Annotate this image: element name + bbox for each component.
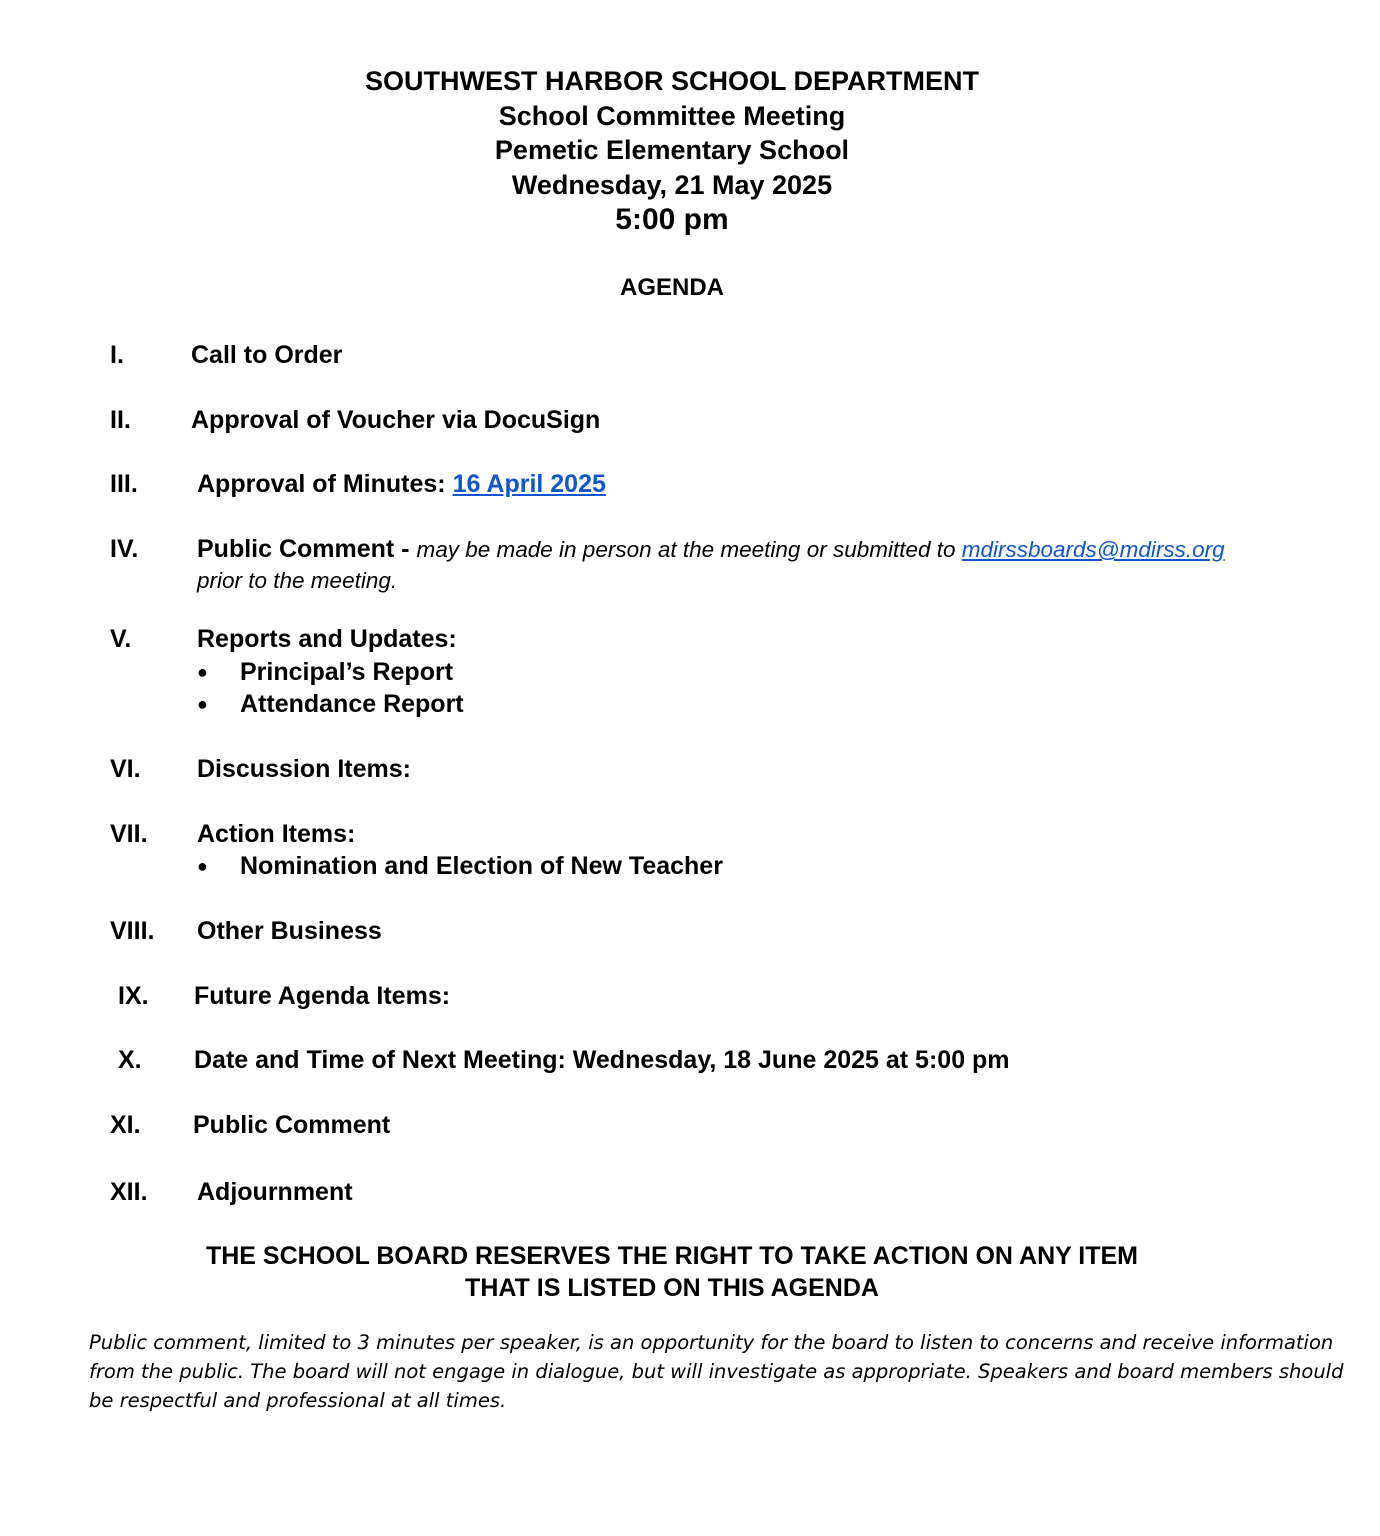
document-header (0, 64, 1344, 238)
bullet-icon: ● (197, 694, 208, 714)
email-link[interactable]: mdirssboards@mdirss.org (961, 537, 1225, 562)
notice-line: THAT IS LISTED ON THIS AGENDA (465, 1274, 879, 1302)
item-number: V. (110, 625, 132, 653)
public-comment-policy: Public comment, limited to 3 minutes per speaker, is an opportunity for the board to listen to concerns and receive information from the public. The board will not engage in dialogue, but will investigate as appropriate. Speakers and board members should be respectful and professional at all times. (89, 1331, 1344, 1412)
department-name: SOUTHWEST HARBOR SCHOOL DEPARTMENT (365, 66, 979, 96)
agenda-title: AGENDA (619, 274, 724, 301)
item-label: Date and Time of Next Meeting: Wednesday, 18 June 2025 at 5:00 pm (194, 1046, 1010, 1074)
bullet-text: Principal’s Report (240, 658, 454, 686)
item-number: I. (110, 341, 124, 369)
item-number: VIII. (110, 917, 155, 945)
item-label: Public Comment - (197, 535, 417, 563)
item-number: IX. (118, 982, 149, 1010)
item-number: XI. (110, 1111, 141, 1139)
item-label: Public Comment (193, 1111, 391, 1139)
meeting-location: Pemetic Elementary School (494, 135, 850, 165)
item-label: Adjournment (197, 1178, 353, 1206)
minutes-link[interactable]: 16 April 2025 (452, 470, 606, 498)
bullet-text: Nomination and Election of New Teacher (240, 852, 723, 880)
item-number: IV. (110, 535, 139, 563)
bullet-icon: ● (197, 662, 208, 682)
item-number: II. (110, 406, 131, 434)
item-note-continued: prior to the meeting. (197, 568, 398, 593)
bullet-text: Attendance Report (240, 690, 464, 718)
item-label: Other Business (197, 917, 382, 945)
item-number: X. (118, 1046, 142, 1074)
reserve-rights-notice (0, 1240, 1344, 1304)
item-label: Approval of Minutes: (197, 470, 453, 498)
item-label: Call to Order (191, 341, 343, 369)
meeting-time: 5:00 pm (615, 203, 729, 236)
notice-line: THE SCHOOL BOARD RESERVES THE RIGHT TO TAKE ACTION ON ANY ITEM (205, 1242, 1139, 1270)
item-label: Approval of Voucher via DocuSign (191, 406, 601, 434)
bullet-icon: ● (197, 856, 208, 876)
item-label: Future Agenda Items: (194, 982, 451, 1010)
meeting-date: Wednesday, 21 May 2025 (511, 169, 833, 200)
item-number: XII. (110, 1178, 148, 1206)
item-label: Action Items: (197, 820, 356, 848)
item-number: VII. (110, 820, 148, 848)
item-label: Discussion Items: (197, 755, 411, 783)
item-number: VI. (110, 755, 141, 783)
item-label: Reports and Updates: (197, 625, 457, 653)
item-number: III. (110, 470, 138, 498)
meeting-name: School Committee Meeting (498, 100, 846, 131)
item-note: may be made in person at the meeting or submitted to (416, 537, 962, 562)
